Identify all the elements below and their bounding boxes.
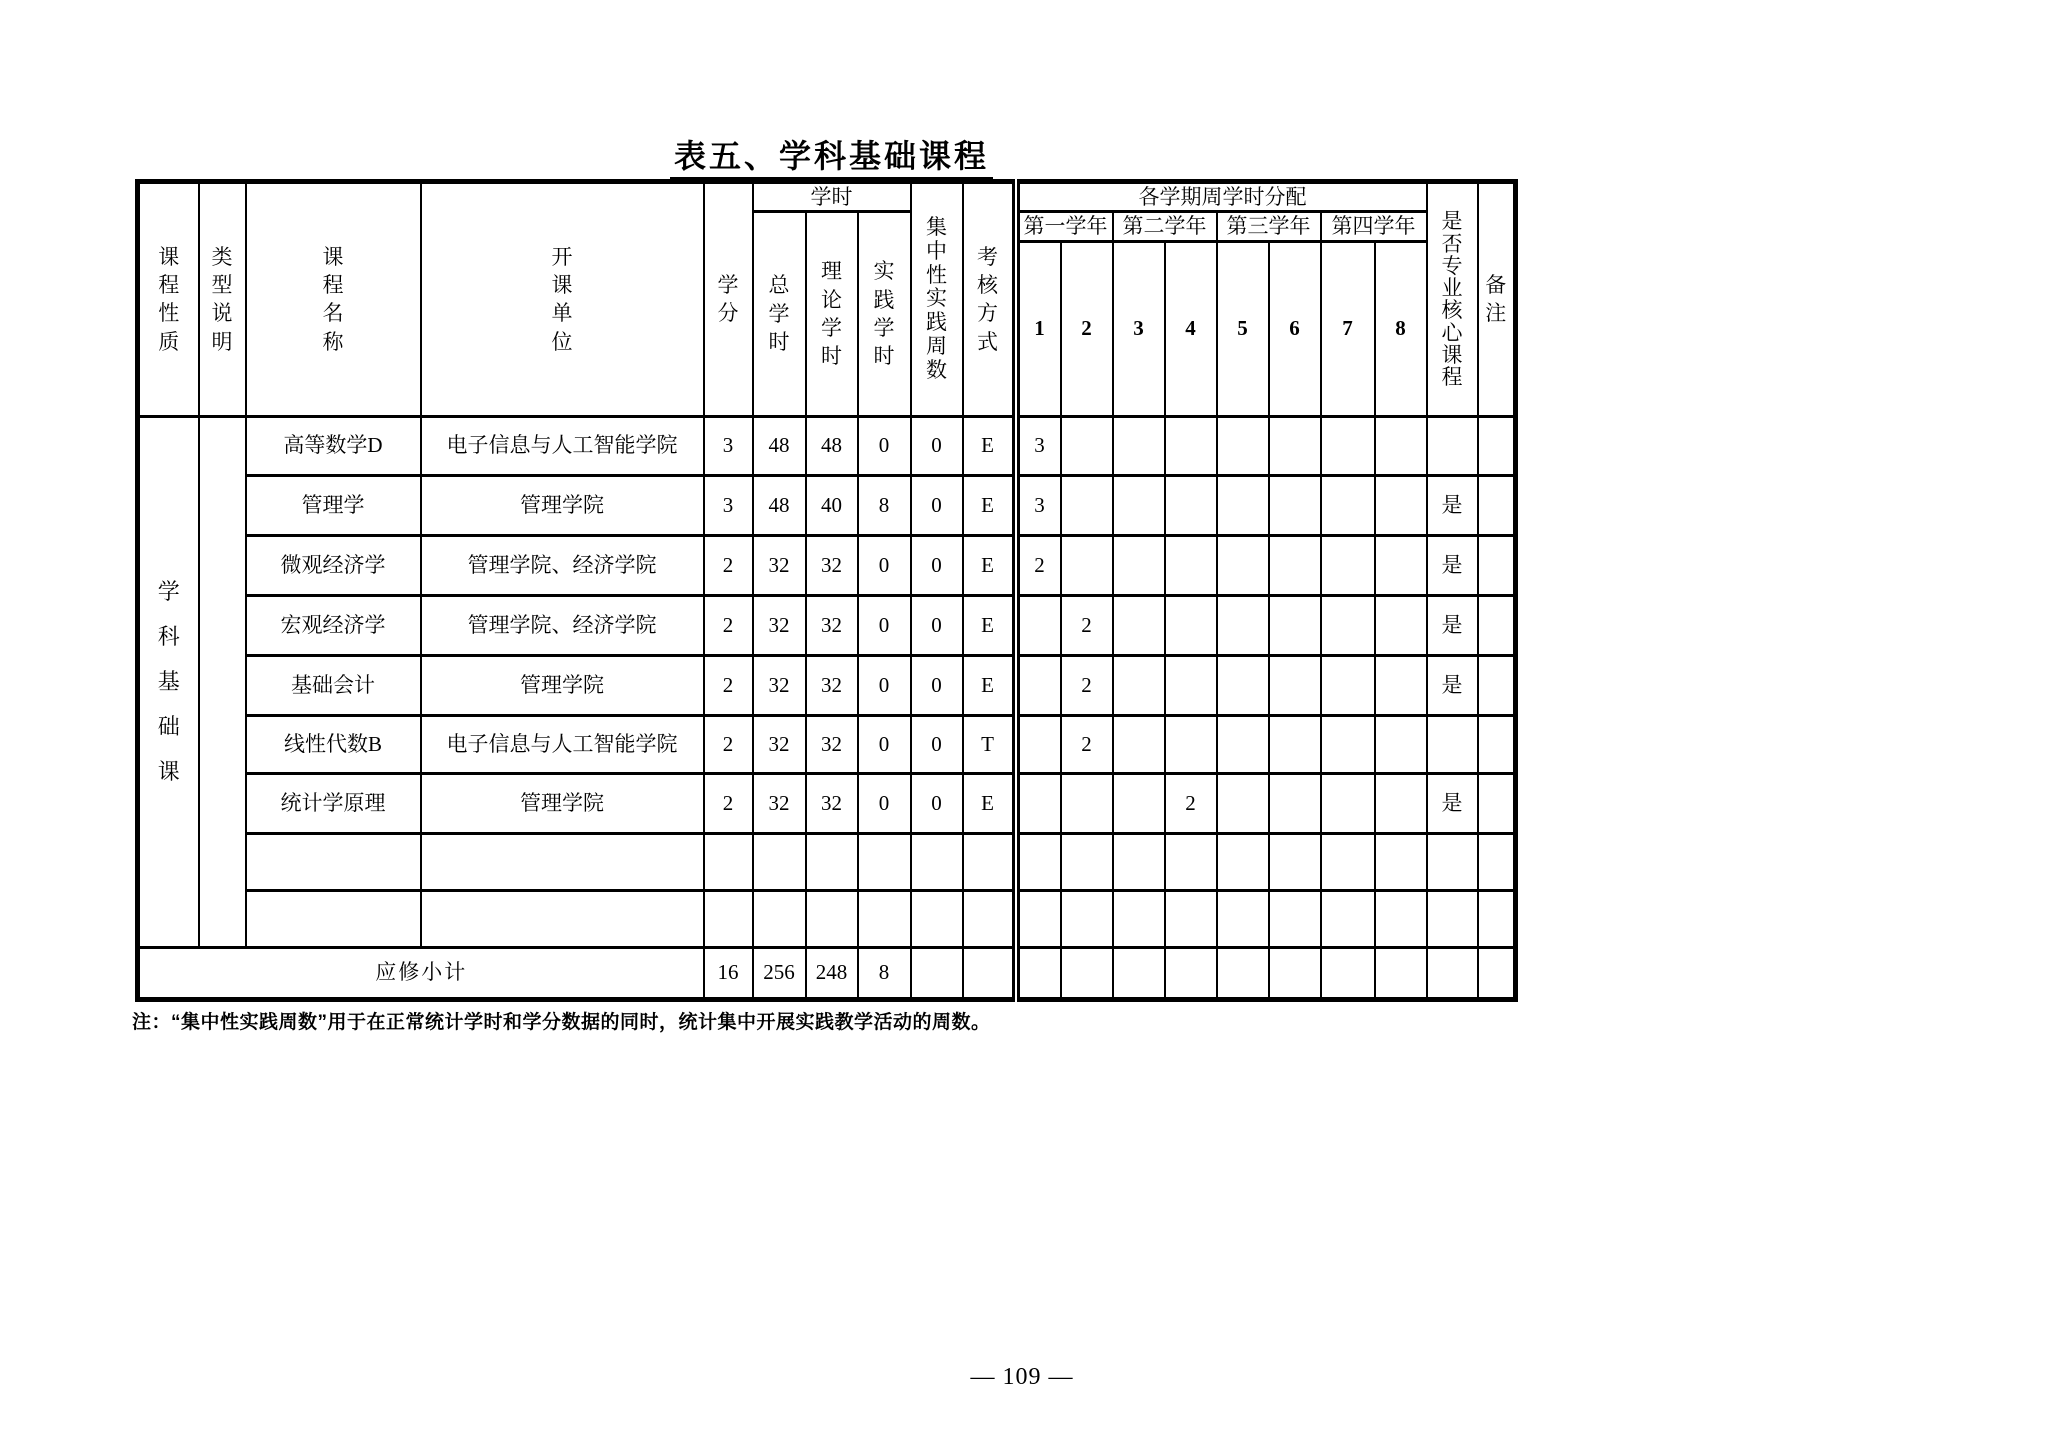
sem5-cell: [1217, 595, 1269, 655]
practice-hours-cell: [858, 833, 911, 890]
sem4-cell: [1165, 475, 1217, 535]
summary-sem3: [1113, 947, 1165, 999]
header-year-1: 第一学年: [1016, 212, 1113, 241]
sem3-cell: [1113, 595, 1165, 655]
summary-core: [1427, 947, 1478, 999]
sem7-cell: [1321, 416, 1375, 475]
course-name-cell: 统计学原理: [246, 773, 421, 833]
sem1-cell: [1016, 833, 1061, 890]
sem4-cell: [1165, 416, 1217, 475]
core-cell: 是: [1427, 655, 1478, 715]
theory-hours-cell: 32: [806, 595, 858, 655]
table-row: [138, 890, 1516, 947]
total-hours-cell: 32: [753, 595, 806, 655]
header-theory-hours: [806, 212, 858, 416]
header-practice-hours-label: 实践学时: [873, 259, 895, 369]
sem2-cell: [1061, 535, 1113, 595]
sem2-cell: 2: [1061, 595, 1113, 655]
sem3-cell: [1113, 475, 1165, 535]
summary-sem2: [1061, 947, 1113, 999]
sem6-cell: [1269, 475, 1321, 535]
remark-cell: [1478, 416, 1516, 475]
table-row: [138, 833, 1516, 890]
weeks-cell: 0: [911, 595, 963, 655]
course-name-cell: 管理学: [246, 475, 421, 535]
sem7-cell: [1321, 535, 1375, 595]
summary-credits: 16: [704, 947, 753, 999]
sem8-cell: [1375, 535, 1427, 595]
core-cell: 是: [1427, 475, 1478, 535]
offering-unit-cell: 管理学院、经济学院: [421, 595, 704, 655]
theory-hours-cell: 32: [806, 773, 858, 833]
sem3-cell: [1113, 773, 1165, 833]
sem4-cell: [1165, 655, 1217, 715]
sem3-cell: [1113, 535, 1165, 595]
header-year-3: 第三学年: [1217, 212, 1321, 241]
summary-remark: [1478, 947, 1516, 999]
header-course-name: [246, 182, 421, 417]
sem8-cell: [1375, 655, 1427, 715]
header-theory-hours-label: 理论学时: [821, 259, 842, 369]
header-offering-unit: [421, 182, 704, 417]
sem8-cell: [1375, 595, 1427, 655]
sem6-cell: [1269, 890, 1321, 947]
credits-cell: 2: [704, 655, 753, 715]
sem4-cell: [1165, 595, 1217, 655]
table-row: [138, 655, 1516, 715]
table-row: [138, 773, 1516, 833]
course-name-cell: 宏观经济学: [246, 595, 421, 655]
sem3-cell: [1113, 655, 1165, 715]
sem8-cell: [1375, 773, 1427, 833]
header-course-name-label: 课程名称: [322, 244, 344, 354]
summary-weeks: [911, 947, 963, 999]
sem2-cell: [1061, 475, 1113, 535]
sem1-cell: [1016, 655, 1061, 715]
header-semester-7: 7: [1321, 241, 1375, 416]
offering-unit-cell: 管理学院: [421, 655, 704, 715]
header-semester-8: 8: [1375, 241, 1427, 416]
sem2-cell: [1061, 773, 1113, 833]
table-row: [138, 715, 1516, 773]
sem3-cell: [1113, 715, 1165, 773]
exam-cell: E: [963, 595, 1016, 655]
credits-cell: 2: [704, 535, 753, 595]
table-row: [138, 595, 1516, 655]
header-semester-3: 3: [1113, 241, 1165, 416]
category-label: 学科基础课: [157, 578, 180, 785]
sem7-cell: [1321, 773, 1375, 833]
practice-hours-cell: 0: [858, 655, 911, 715]
total-hours-cell: [753, 833, 806, 890]
weeks-cell: 0: [911, 715, 963, 773]
weeks-cell: 0: [911, 773, 963, 833]
theory-hours-cell: [806, 890, 858, 947]
practice-hours-cell: 0: [858, 773, 911, 833]
total-hours-cell: [753, 890, 806, 947]
header-remarks-label: 备注: [1485, 272, 1507, 326]
credits-cell: 3: [704, 416, 753, 475]
exam-cell: E: [963, 475, 1016, 535]
table-row: [138, 535, 1516, 595]
weeks-cell: 0: [911, 475, 963, 535]
page-number: — 109 —: [970, 1364, 1074, 1390]
exam-cell: T: [963, 715, 1016, 773]
summary-sem7: [1321, 947, 1375, 999]
sem7-cell: [1321, 475, 1375, 535]
offering-unit-cell: [421, 890, 704, 947]
header-assessment-label: 考核方式: [977, 244, 998, 354]
header-concentrated-weeks-label: 集中性实践周数: [926, 215, 947, 382]
sem8-cell: [1375, 890, 1427, 947]
header-offering-unit-label: 开课单位: [551, 244, 573, 354]
header-total-hours-label: 总学时: [768, 273, 790, 355]
remark-cell: [1478, 773, 1516, 833]
sem5-cell: [1217, 655, 1269, 715]
offering-unit-cell: 管理学院: [421, 773, 704, 833]
credits-cell: 3: [704, 475, 753, 535]
sem7-cell: [1321, 833, 1375, 890]
weeks-cell: [911, 890, 963, 947]
credits-cell: [704, 890, 753, 947]
sem6-cell: [1269, 715, 1321, 773]
sem7-cell: [1321, 890, 1375, 947]
core-cell: 是: [1427, 535, 1478, 595]
total-hours-cell: 48: [753, 475, 806, 535]
header-semester-1: 1: [1016, 241, 1061, 416]
summary-sem4: [1165, 947, 1217, 999]
sem5-cell: [1217, 833, 1269, 890]
sem1-cell: 3: [1016, 416, 1061, 475]
summary-row: [138, 947, 1516, 999]
sem1-cell: [1016, 890, 1061, 947]
header-concentrated-weeks: [911, 182, 963, 417]
core-cell: 是: [1427, 773, 1478, 833]
core-cell: [1427, 715, 1478, 773]
sem7-cell: [1321, 715, 1375, 773]
header-credits: [704, 182, 753, 417]
exam-cell: E: [963, 655, 1016, 715]
sem5-cell: [1217, 416, 1269, 475]
offering-unit-cell: 电子信息与人工智能学院: [421, 715, 704, 773]
sem7-cell: [1321, 595, 1375, 655]
core-cell: [1427, 416, 1478, 475]
practice-hours-cell: [858, 890, 911, 947]
remark-cell: [1478, 833, 1516, 890]
total-hours-cell: 48: [753, 416, 806, 475]
header-practice-hours: [858, 212, 911, 416]
header-semester-5: 5: [1217, 241, 1269, 416]
practice-hours-cell: 0: [858, 416, 911, 475]
category-cell: [138, 416, 199, 947]
sem2-cell: 2: [1061, 655, 1113, 715]
course-name-cell: 线性代数B: [246, 715, 421, 773]
practice-hours-cell: 8: [858, 475, 911, 535]
core-cell: 是: [1427, 595, 1478, 655]
theory-hours-cell: 48: [806, 416, 858, 475]
practice-hours-cell: 0: [858, 535, 911, 595]
weeks-cell: [911, 833, 963, 890]
header-course-nature: [138, 182, 199, 417]
sem8-cell: [1375, 715, 1427, 773]
weeks-cell: 0: [911, 535, 963, 595]
header-hours-group: 学时: [753, 182, 911, 212]
sem4-cell: [1165, 890, 1217, 947]
sem4-cell: 2: [1165, 773, 1217, 833]
sem6-cell: [1269, 535, 1321, 595]
summary-label: 应修小计: [138, 947, 704, 999]
remark-cell: [1478, 595, 1516, 655]
theory-hours-cell: 32: [806, 655, 858, 715]
sem7-cell: [1321, 655, 1375, 715]
sem1-cell: [1016, 595, 1061, 655]
header-credits-label: 学分: [717, 272, 739, 326]
sem1-cell: 3: [1016, 475, 1061, 535]
page-title: 表五、学科基础课程: [670, 140, 993, 181]
sem1-cell: [1016, 715, 1061, 773]
sem2-cell: [1061, 416, 1113, 475]
header-total-hours: [753, 212, 806, 416]
summary-exam: [963, 947, 1016, 999]
total-hours-cell: 32: [753, 655, 806, 715]
summary-total-hours: 256: [753, 947, 806, 999]
header-year-2: 第二学年: [1113, 212, 1217, 241]
sem8-cell: [1375, 833, 1427, 890]
sem2-cell: [1061, 833, 1113, 890]
remark-cell: [1478, 890, 1516, 947]
offering-unit-cell: 电子信息与人工智能学院: [421, 416, 704, 475]
header-semester-4: 4: [1165, 241, 1217, 416]
sem5-cell: [1217, 715, 1269, 773]
header-row-groups: [138, 182, 1516, 212]
course-name-cell: 基础会计: [246, 655, 421, 715]
sem6-cell: [1269, 833, 1321, 890]
sem4-cell: [1165, 833, 1217, 890]
sem2-cell: [1061, 890, 1113, 947]
credits-cell: 2: [704, 773, 753, 833]
summary-sem1: [1016, 947, 1061, 999]
practice-hours-cell: 0: [858, 715, 911, 773]
sem8-cell: [1375, 416, 1427, 475]
header-type-desc-label: 类型说明: [211, 244, 233, 354]
theory-hours-cell: 40: [806, 475, 858, 535]
sem4-cell: [1165, 715, 1217, 773]
offering-unit-cell: 管理学院、经济学院: [421, 535, 704, 595]
header-type-desc: [199, 182, 246, 417]
course-name-cell: [246, 890, 421, 947]
practice-hours-cell: 0: [858, 595, 911, 655]
offering-unit-cell: [421, 833, 704, 890]
exam-cell: [963, 890, 1016, 947]
remark-cell: [1478, 715, 1516, 773]
weeks-cell: 0: [911, 655, 963, 715]
course-name-cell: 微观经济学: [246, 535, 421, 595]
total-hours-cell: 32: [753, 715, 806, 773]
exam-cell: E: [963, 535, 1016, 595]
header-weekly-group: 各学期周学时分配: [1016, 182, 1427, 212]
theory-hours-cell: 32: [806, 715, 858, 773]
total-hours-cell: 32: [753, 773, 806, 833]
remark-cell: [1478, 475, 1516, 535]
sem3-cell: [1113, 890, 1165, 947]
sem1-cell: [1016, 773, 1061, 833]
remark-cell: [1478, 655, 1516, 715]
sem5-cell: [1217, 773, 1269, 833]
header-remarks: [1478, 182, 1516, 417]
exam-cell: E: [963, 416, 1016, 475]
sem5-cell: [1217, 890, 1269, 947]
header-semester-6: 6: [1269, 241, 1321, 416]
sem3-cell: [1113, 416, 1165, 475]
summary-theory-hours: 248: [806, 947, 858, 999]
theory-hours-cell: [806, 833, 858, 890]
core-cell: [1427, 833, 1478, 890]
weeks-cell: 0: [911, 416, 963, 475]
sem3-cell: [1113, 833, 1165, 890]
header-is-core-label: 是否专业核心课程: [1441, 209, 1463, 389]
sem5-cell: [1217, 535, 1269, 595]
table-row: [138, 475, 1516, 535]
sem5-cell: [1217, 475, 1269, 535]
summary-sem8: [1375, 947, 1427, 999]
summary-practice-hours: 8: [858, 947, 911, 999]
summary-sem6: [1269, 947, 1321, 999]
summary-sem5: [1217, 947, 1269, 999]
offering-unit-cell: 管理学院: [421, 475, 704, 535]
header-year-4: 第四学年: [1321, 212, 1427, 241]
exam-cell: E: [963, 773, 1016, 833]
core-cell: [1427, 890, 1478, 947]
course-name-cell: [246, 833, 421, 890]
sem6-cell: [1269, 773, 1321, 833]
sem1-cell: 2: [1016, 535, 1061, 595]
sem6-cell: [1269, 416, 1321, 475]
theory-hours-cell: 32: [806, 535, 858, 595]
header-course-nature-label: 课程性质: [158, 244, 180, 354]
remark-cell: [1478, 535, 1516, 595]
sem8-cell: [1375, 475, 1427, 535]
header-assessment: [963, 182, 1016, 417]
sem6-cell: [1269, 595, 1321, 655]
exam-cell: [963, 833, 1016, 890]
total-hours-cell: 32: [753, 535, 806, 595]
course-name-cell: 高等数学D: [246, 416, 421, 475]
footnote: 注：“集中性实践周数”用于在正常统计学时和学分数据的同时，统计集中开展实践教学活动的周数。: [132, 1012, 991, 1033]
credits-cell: 2: [704, 715, 753, 773]
sem6-cell: [1269, 655, 1321, 715]
sem2-cell: 2: [1061, 715, 1113, 773]
credits-cell: [704, 833, 753, 890]
header-is-core: [1427, 182, 1478, 417]
table-row: [138, 416, 1516, 475]
credits-cell: 2: [704, 595, 753, 655]
header-semester-2: 2: [1061, 241, 1113, 416]
type-desc-cell: [199, 416, 246, 947]
curriculum-table: [135, 179, 1518, 1002]
sem4-cell: [1165, 535, 1217, 595]
